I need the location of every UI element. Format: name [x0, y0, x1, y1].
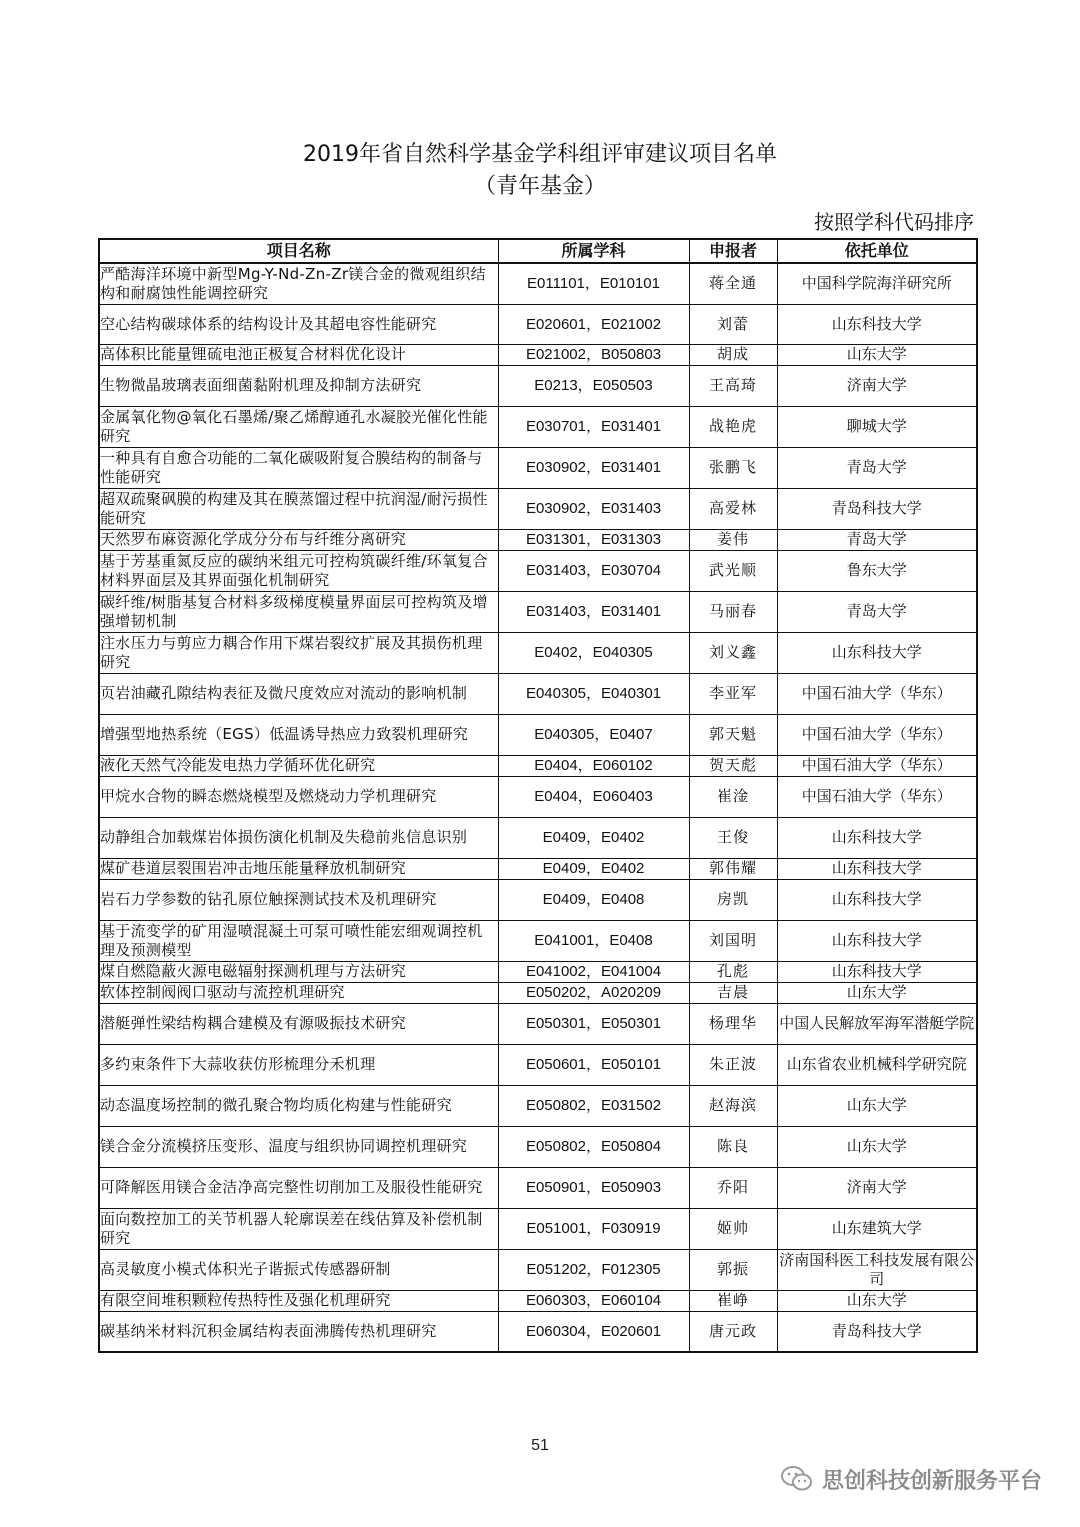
- table-row: [99, 1167, 977, 1208]
- unit-text: 山东科技大学: [831, 828, 922, 846]
- project-name-cell: [99, 755, 498, 776]
- table-row: [99, 1003, 977, 1044]
- subject-cell: [498, 920, 689, 961]
- applicant-cell: [689, 1085, 777, 1126]
- subject-cell: [498, 776, 689, 817]
- project-name-text: 多约束条件下大蒜收获仿形梳理分禾机理: [100, 1055, 376, 1073]
- subject-text: E041001，E0408: [534, 932, 653, 949]
- project-name-cell: [99, 1085, 498, 1126]
- applicant-text: 郭伟耀: [708, 859, 757, 877]
- subject-cell: [498, 714, 689, 755]
- project-name-text: 高体积比能量锂硫电池正极复合材料优化设计: [100, 345, 407, 363]
- applicant-cell: [689, 920, 777, 961]
- applicant-cell: [689, 304, 777, 344]
- unit-text: 山东科技大学: [831, 890, 922, 908]
- table-row: [99, 714, 977, 755]
- project-name-cell: [99, 1126, 498, 1167]
- applicant-text: 唐元政: [708, 1321, 757, 1340]
- subject-text: E0409，E0402: [542, 829, 645, 846]
- project-name-cell: [99, 632, 498, 673]
- unit-text: 山东科技大学: [831, 931, 922, 949]
- applicant-text: 李亚军: [708, 684, 757, 702]
- document-subtitle: （青年基金）: [473, 174, 606, 199]
- unit-cell: [777, 488, 977, 529]
- subject-text: E031301，E031303: [525, 531, 662, 548]
- subject-text: E040305，E040301: [525, 685, 662, 702]
- subject-text: E0402，E040305: [534, 644, 653, 661]
- applicant-cell: [689, 714, 777, 755]
- project-name-cell: [99, 1003, 498, 1044]
- unit-cell: [777, 529, 977, 550]
- table-row: [99, 1085, 977, 1126]
- header-applicant: 申报者: [689, 239, 777, 263]
- table-row: [99, 406, 977, 447]
- applicant-text: 王高琦: [708, 376, 757, 394]
- subject-cell: [498, 961, 689, 982]
- project-name-cell: [99, 365, 498, 406]
- applicant-cell: [689, 365, 777, 406]
- project-name-cell: [99, 961, 498, 982]
- project-name-text: 页岩油藏孔隙结构表征及微尺度效应对流动的影响机制: [100, 684, 468, 702]
- project-name-text: 面向数控加工的关节机器人轮廓误差在线估算及补偿机制研究: [100, 1209, 483, 1247]
- project-name-text: 动态温度场控制的微孔聚合物均质化构建与性能研究: [100, 1096, 452, 1114]
- project-name-cell: [99, 1311, 498, 1352]
- project-name-text: 金属氧化物@氧化石墨烯/聚乙烯醇通孔水凝胶光催化性能研究: [100, 407, 488, 445]
- wechat-icon: [780, 1465, 814, 1493]
- project-name-cell: [99, 920, 498, 961]
- subject-cell: [498, 488, 689, 529]
- unit-cell: [777, 776, 977, 817]
- project-name-cell: [99, 591, 498, 632]
- unit-cell: [777, 1249, 977, 1290]
- project-name-cell: [99, 714, 498, 755]
- project-name-cell: [99, 1208, 498, 1249]
- unit-cell: [777, 961, 977, 982]
- project-name-text: 严酷海洋环境中新型Mg-Y-Nd-Zn-Zr镁合金的微观组织结构和耐腐蚀性能调控研究: [100, 264, 486, 302]
- subject-text: E021002，B050803: [525, 346, 662, 363]
- project-name-text: 高灵敏度小模式体积光子谐振式传感器研制: [100, 1260, 391, 1278]
- table-row: [99, 776, 977, 817]
- project-name-text: 碳基纳米材料沉积金属结构表面沸腾传热机理研究: [100, 1321, 437, 1340]
- project-name-cell: [99, 1044, 498, 1085]
- project-name-cell: [99, 263, 498, 304]
- unit-cell: [777, 344, 977, 365]
- document-title: 2019年省自然科学基金学科组评审建议项目名单: [303, 142, 777, 167]
- subject-cell: [498, 447, 689, 488]
- applicant-text: 马丽春: [708, 602, 757, 620]
- table-row: [99, 920, 977, 961]
- applicant-cell: [689, 406, 777, 447]
- applicant-text: 乔阳: [716, 1178, 749, 1196]
- subject-cell: [498, 1249, 689, 1290]
- unit-cell: [777, 304, 977, 344]
- applicant-cell: [689, 263, 777, 304]
- subject-text: E051202，F012305: [526, 1261, 661, 1278]
- project-name-cell: [99, 1290, 498, 1311]
- subject-text: E0213，E050503: [534, 377, 653, 394]
- applicant-text: 刘国明: [708, 931, 757, 949]
- subject-text: E0404，E060102: [534, 757, 653, 774]
- subject-cell: [498, 1085, 689, 1126]
- unit-text: 济南国科医工科技发展有限公司: [779, 1250, 975, 1288]
- project-name-cell: [99, 1167, 498, 1208]
- unit-cell: [777, 1126, 977, 1167]
- subject-text: E060303，E060104: [525, 1292, 662, 1309]
- applicant-cell: [689, 632, 777, 673]
- unit-text: 鲁东大学: [846, 561, 907, 579]
- project-name-text: 有限空间堆积颗粒传热特性及强化机理研究: [100, 1291, 391, 1309]
- applicant-text: 武光顺: [708, 561, 757, 579]
- table-row: [99, 550, 977, 591]
- applicant-text: 陈良: [716, 1137, 749, 1155]
- watermark-text: 思创科技创新服务平台: [821, 1468, 1042, 1494]
- unit-text: 青岛大学: [846, 602, 907, 620]
- subject-cell: [498, 1126, 689, 1167]
- applicant-text: 胡成: [716, 345, 749, 363]
- table-row: [99, 447, 977, 488]
- unit-text: 山东大学: [846, 1137, 907, 1155]
- subject-text: E0409，E0402: [542, 860, 645, 877]
- project-name-cell: [99, 529, 498, 550]
- applicant-cell: [689, 1290, 777, 1311]
- applicant-cell: [689, 673, 777, 714]
- table-row: [99, 365, 977, 406]
- subject-text: E0409，E0408: [542, 891, 645, 908]
- subject-text: E0404，E060403: [534, 788, 653, 805]
- project-name-cell: [99, 817, 498, 858]
- applicant-text: 姜伟: [716, 530, 749, 548]
- project-name-cell: [99, 550, 498, 591]
- subject-cell: [498, 879, 689, 920]
- applicant-cell: [689, 1311, 777, 1352]
- applicant-cell: [689, 961, 777, 982]
- unit-cell: [777, 920, 977, 961]
- unit-cell: [777, 817, 977, 858]
- subject-text: E041002，E041004: [525, 963, 662, 980]
- project-name-cell: [99, 1249, 498, 1290]
- unit-text: 济南大学: [846, 376, 907, 394]
- applicant-cell: [689, 1249, 777, 1290]
- unit-text: 青岛科技大学: [831, 1321, 922, 1340]
- applicant-cell: [689, 982, 777, 1003]
- project-name-text: 潜艇弹性梁结构耦合建模及有源吸振技术研究: [100, 1014, 407, 1032]
- applicant-cell: [689, 776, 777, 817]
- project-name-cell: [99, 673, 498, 714]
- unit-cell: [777, 755, 977, 776]
- project-name-text: 可降解医用镁合金洁净高完整性切削加工及服役性能研究: [100, 1178, 483, 1196]
- project-name-text: 液化天然气冷能发电热力学循环优化研究: [100, 756, 376, 774]
- applicant-cell: [689, 817, 777, 858]
- unit-cell: [777, 1208, 977, 1249]
- unit-cell: [777, 406, 977, 447]
- unit-cell: [777, 1085, 977, 1126]
- project-name-text: 生物微晶玻璃表面细菌黏附机理及抑制方法研究: [100, 376, 422, 394]
- table-row: [99, 344, 977, 365]
- project-name-text: 碳纤维/树脂基复合材料多级梯度模量界面层可控构筑及增强增韧机制: [100, 592, 488, 630]
- unit-text: 青岛大学: [846, 458, 907, 476]
- project-name-text: 软体控制阀阀口驱动与流控机理研究: [100, 983, 345, 1001]
- subject-cell: [498, 673, 689, 714]
- subject-cell: [498, 365, 689, 406]
- unit-cell: [777, 365, 977, 406]
- unit-text: 中国石油大学（华东）: [801, 756, 952, 774]
- table-row: [99, 673, 977, 714]
- applicant-text: 王俊: [716, 828, 749, 846]
- applicant-text: 刘义鑫: [708, 643, 757, 661]
- applicant-text: 崔峥: [716, 1291, 749, 1309]
- unit-text: 山东省农业机械科学研究院: [786, 1055, 967, 1073]
- applicant-cell: [689, 591, 777, 632]
- header-unit: 依托单位: [777, 239, 977, 263]
- watermark: [780, 1462, 1042, 1496]
- applicant-cell: [689, 529, 777, 550]
- subject-cell: [498, 263, 689, 304]
- subject-text: E050802，E031502: [525, 1097, 662, 1114]
- table-row: [99, 1249, 977, 1290]
- table-row: [99, 1044, 977, 1085]
- applicant-text: 朱正波: [708, 1055, 757, 1073]
- project-name-text: 基于芳基重氮反应的碳纳米组元可控构筑碳纤维/环氧复合材料界面层及其界面强化机制研究: [100, 551, 488, 589]
- unit-text: 青岛大学: [846, 530, 907, 548]
- subject-cell: [498, 529, 689, 550]
- project-name-cell: [99, 776, 498, 817]
- applicant-text: 贺天彪: [708, 756, 757, 774]
- table-row: [99, 1311, 977, 1352]
- unit-cell: [777, 1003, 977, 1044]
- applicant-text: 孔彪: [716, 962, 749, 980]
- unit-text: 中国石油大学（华东）: [801, 684, 952, 702]
- subject-cell: [498, 1311, 689, 1352]
- unit-text: 中国石油大学（华东）: [801, 787, 952, 805]
- unit-text: 青岛科技大学: [831, 499, 922, 517]
- table-row: [99, 1290, 977, 1311]
- unit-cell: [777, 1290, 977, 1311]
- applicant-text: 崔淦: [716, 787, 749, 805]
- project-name-text: 基于流变学的矿用湿喷混凝土可泵可喷性能宏细观调控机理及预测模型: [100, 921, 483, 959]
- unit-text: 山东科技大学: [831, 314, 922, 333]
- project-name-cell: [99, 406, 498, 447]
- applicant-cell: [689, 344, 777, 365]
- applicant-text: 赵海滨: [708, 1096, 757, 1114]
- subject-cell: [498, 1208, 689, 1249]
- applicant-text: 郭天魁: [708, 725, 757, 743]
- unit-text: 中国人民解放军海军潜艇学院: [779, 1014, 975, 1032]
- table-row: [99, 817, 977, 858]
- applicant-text: 吉晨: [716, 983, 749, 1001]
- subject-cell: [498, 406, 689, 447]
- subject-cell: [498, 1290, 689, 1311]
- unit-cell: [777, 673, 977, 714]
- subject-text: E060304，E020601: [525, 1322, 662, 1340]
- unit-cell: [777, 982, 977, 1003]
- project-name-text: 空心结构碳球体系的结构设计及其超电容性能研究: [100, 314, 437, 333]
- applicant-cell: [689, 447, 777, 488]
- table-header-row: [99, 239, 977, 263]
- subject-cell: [498, 817, 689, 858]
- project-name-cell: [99, 982, 498, 1003]
- unit-cell: [777, 632, 977, 673]
- unit-text: 中国科学院海洋研究所: [801, 274, 952, 293]
- subject-text: E050802，E050804: [525, 1138, 662, 1155]
- applicant-cell: [689, 1167, 777, 1208]
- project-name-text: 动静组合加载煤岩体损伤演化机制及失稳前兆信息识别: [100, 828, 468, 846]
- applicant-text: 高爱林: [708, 499, 757, 517]
- table-row: [99, 1208, 977, 1249]
- applicant-text: 杨理华: [708, 1014, 757, 1032]
- applicant-cell: [689, 858, 777, 879]
- applicant-cell: [689, 488, 777, 529]
- subject-text: E031403，E030704: [525, 562, 662, 579]
- table-row: [99, 488, 977, 529]
- subject-text: E051001，F030919: [526, 1220, 661, 1237]
- subject-cell: [498, 632, 689, 673]
- project-name-cell: [99, 447, 498, 488]
- unit-cell: [777, 1167, 977, 1208]
- unit-text: 山东大学: [846, 1096, 907, 1114]
- unit-cell: [777, 550, 977, 591]
- applicant-cell: [689, 879, 777, 920]
- unit-cell: [777, 591, 977, 632]
- header-subject: 所属学科: [498, 239, 689, 263]
- subject-cell: [498, 755, 689, 776]
- applicant-cell: [689, 1044, 777, 1085]
- project-name-cell: [99, 344, 498, 365]
- project-name-text: 增强型地热系统（EGS）低温诱导热应力致裂机理研究: [100, 725, 469, 743]
- project-name-text: 煤自燃隐蔽火源电磁辐射探测机理与方法研究: [100, 962, 407, 980]
- project-name-text: 煤矿巷道层裂围岩冲击地压能量释放机制研究: [100, 859, 407, 877]
- project-name-text: 一种具有自愈合功能的二氧化碳吸附复合膜结构的制备与性能研究: [100, 448, 483, 486]
- table-row: [99, 961, 977, 982]
- project-name-text: 甲烷水合物的瞬态燃烧模型及燃烧动力学机理研究: [100, 787, 437, 805]
- table-row: [99, 879, 977, 920]
- unit-cell: [777, 858, 977, 879]
- table-row: [99, 529, 977, 550]
- unit-cell: [777, 714, 977, 755]
- applicant-text: 房凯: [716, 890, 749, 908]
- table-row: [99, 1126, 977, 1167]
- subject-cell: [498, 1003, 689, 1044]
- subject-text: E030902，E031401: [525, 459, 662, 476]
- project-name-cell: [99, 304, 498, 344]
- subject-cell: [498, 344, 689, 365]
- unit-cell: [777, 1311, 977, 1352]
- project-name-cell: [99, 858, 498, 879]
- unit-text: 济南大学: [846, 1178, 907, 1196]
- table-row: [99, 982, 977, 1003]
- table-row: [99, 263, 977, 304]
- subject-text: E050601，E050101: [525, 1056, 662, 1073]
- applicant-text: 张鹏飞: [708, 458, 757, 476]
- applicant-text: 刘蕾: [716, 314, 749, 333]
- unit-text: 山东科技大学: [831, 859, 922, 877]
- unit-cell: [777, 263, 977, 304]
- subject-text: E031403，E031401: [525, 603, 662, 620]
- unit-cell: [777, 1044, 977, 1085]
- unit-cell: [777, 447, 977, 488]
- subject-cell: [498, 591, 689, 632]
- project-name-text: 天然罗布麻资源化学成分分布与纤维分离研究: [100, 530, 407, 548]
- unit-text: 山东科技大学: [831, 962, 922, 980]
- project-name-text: 超双疏聚砜膜的构建及其在膜蒸馏过程中抗润湿/耐污损性能研究: [100, 489, 488, 527]
- applicant-text: 郭振: [716, 1260, 749, 1278]
- subject-cell: [498, 550, 689, 591]
- table-row: [99, 632, 977, 673]
- subject-cell: [498, 982, 689, 1003]
- sort-note: 按照学科代码排序: [814, 210, 974, 234]
- unit-cell: [777, 879, 977, 920]
- subject-cell: [498, 1167, 689, 1208]
- unit-text: 山东建筑大学: [831, 1219, 922, 1237]
- subject-cell: [498, 304, 689, 344]
- table-row: [99, 858, 977, 879]
- header-project-name: 项目名称: [99, 239, 498, 263]
- subject-text: E050901，E050903: [525, 1179, 662, 1196]
- table-row: [99, 304, 977, 344]
- applicant-cell: [689, 1003, 777, 1044]
- subject-text: E011101，E010101: [527, 275, 660, 293]
- subject-text: E040305，E0407: [534, 726, 653, 743]
- subject-text: E020601，E021002: [525, 315, 662, 333]
- subject-text: E050301，E050301: [525, 1015, 662, 1032]
- applicant-cell: [689, 550, 777, 591]
- subject-text: E030902，E031403: [525, 500, 662, 517]
- applicant-text: 蒋全通: [708, 274, 757, 293]
- project-table: [98, 238, 978, 1353]
- table-row: [99, 591, 977, 632]
- project-name-text: 岩石力学参数的钻孔原位触探测试技术及机理研究: [100, 890, 437, 908]
- unit-text: 山东科技大学: [831, 643, 922, 661]
- applicant-cell: [689, 1126, 777, 1167]
- subject-cell: [498, 858, 689, 879]
- applicant-text: 姬帅: [716, 1219, 749, 1237]
- project-name-cell: [99, 879, 498, 920]
- unit-text: 聊城大学: [846, 417, 907, 435]
- unit-text: 中国石油大学（华东）: [801, 725, 952, 743]
- subject-text: E050202，A020209: [525, 984, 662, 1001]
- unit-text: 山东大学: [846, 983, 907, 1001]
- table-row: [99, 755, 977, 776]
- applicant-cell: [689, 1208, 777, 1249]
- project-name-cell: [99, 488, 498, 529]
- unit-text: 山东大学: [846, 345, 907, 363]
- unit-text: 山东大学: [846, 1291, 907, 1309]
- subject-cell: [498, 1044, 689, 1085]
- applicant-text: 战艳虎: [708, 417, 757, 435]
- subject-text: E030701，E031401: [525, 418, 662, 435]
- page-number: 51: [531, 1437, 549, 1454]
- table-body: [99, 263, 977, 1352]
- applicant-cell: [689, 755, 777, 776]
- project-name-text: 镁合金分流模挤压变形、温度与组织协同调控机理研究: [100, 1137, 468, 1155]
- project-name-text: 注水压力与剪应力耦合作用下煤岩裂纹扩展及其损伤机理研究: [100, 633, 483, 671]
